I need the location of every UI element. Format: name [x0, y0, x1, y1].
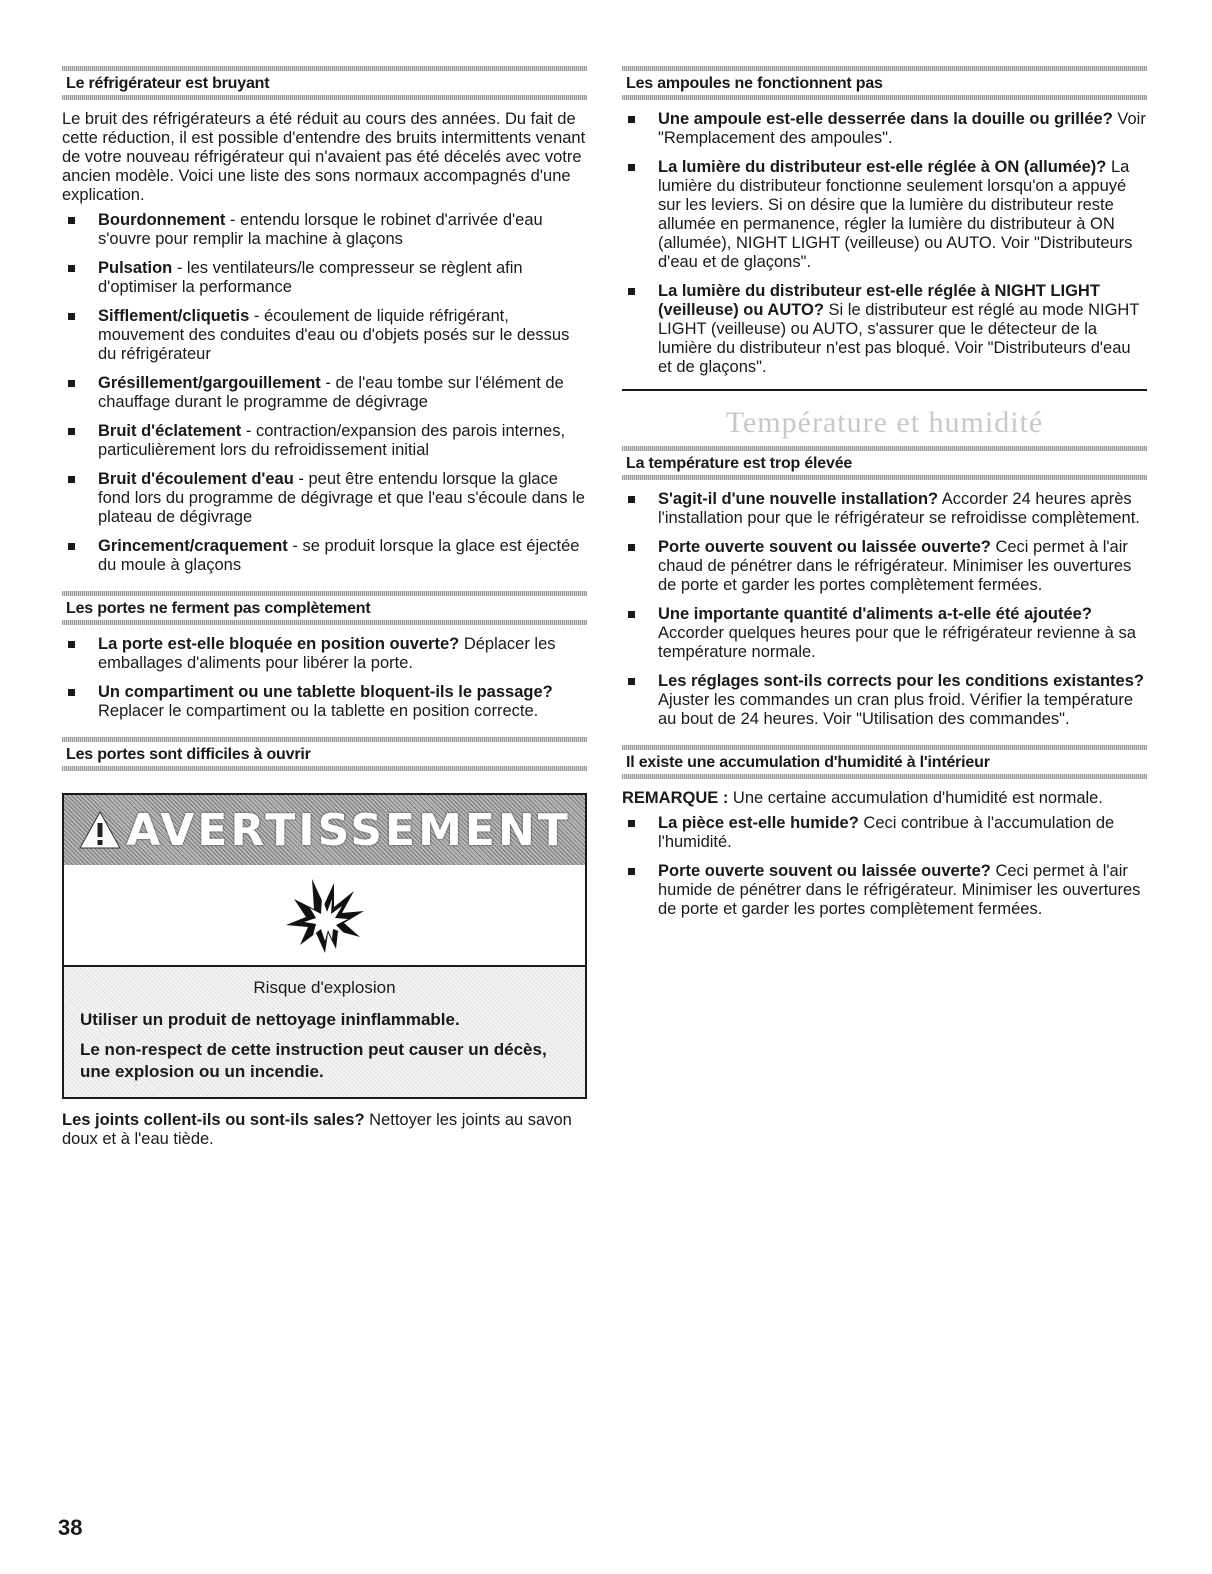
section-heading-humidity: Il existe une accumulation d'humidité à l'intérieur: [622, 745, 1147, 779]
list-item: Porte ouverte souvent ou laissée ouverte? Ceci permet à l'air chaud de pénétrer dans le réfrigérateur. Minimiser les ouvertures de porte et garder les portes complètement fermées.: [622, 538, 1147, 595]
list-item: Bruit d'écoulement d'eau - peut être entendu lorsque la glace fond lors du programme de dégivrage et que l'eau s'écoule dans le plateau de dégivrage: [62, 470, 587, 527]
divider: [622, 389, 1147, 391]
seals-paragraph: Les joints collent-ils ou sont-ils sales? Nettoyer les joints au savon doux et à l'eau tiède.: [62, 1111, 572, 1148]
noisy-intro: Le bruit des réfrigérateurs a été réduit au cours des années. Du fait de cette réduction, il est possible d'entendre des bruits intermittents venant de votre nouveau réfrigérateur qui n'avaient pas été décelés avec votre ancien modèle. Voici une liste des sons normaux accompagnés d'une explication.: [62, 110, 586, 204]
list-item: Bourdonnement - entendu lorsque le robinet d'arrivée d'eau s'ouvre pour remplir la machine à glaçons: [62, 211, 587, 249]
list-item: Une importante quantité d'aliments a-t-elle été ajoutée? Accorder quelques heures pour que le réfrigérateur revienne à sa température normale.: [622, 605, 1147, 662]
list-item: Les réglages sont-ils corrects pour les conditions existantes? Ajuster les commandes un cran plus froid. Vérifier la température au bout de 24 heures. Voir "Utilisation des commandes".: [622, 672, 1147, 729]
section-heading-doors-open: Les portes sont difficiles à ouvrir: [62, 737, 587, 771]
explosion-icon: [64, 865, 585, 965]
list-item: Bruit d'éclatement - contraction/expansion des parois internes, particulièrement lors du refroidissement initial: [62, 422, 587, 460]
warning-triangle-icon: [78, 810, 122, 850]
list-item: Sifflement/cliquetis - écoulement de liquide réfrigérant, mouvement des conduites d'eau ou d'objets posés sur le dessus du réfrigérateur: [62, 307, 587, 364]
list-item: La pièce est-elle humide? Ceci contribue à l'accumulation de l'humidité.: [622, 814, 1147, 852]
page-number: 38: [58, 1515, 83, 1540]
warning-box: [62, 793, 587, 1099]
humidity-note: REMARQUE : Une certaine accumulation d'humidité est normale.: [622, 789, 1103, 807]
section-heading-doors-close: Les portes ne ferment pas complètement: [62, 591, 587, 625]
list-item: La lumière du distributeur est-elle réglée à ON (allumée)? La lumière du distributeur fonctionne seulement lorsqu'on a appuyé sur les leviers. Si on désire que la lumière du distributeur reste allumée en permanence, régler la lumière du distributeur à ON (allumée), NIGHT LIGHT (veilleuse) ou AUTO. Voir "Distributeurs d'eau et de glaçons".: [622, 158, 1147, 272]
section-heading-noisy: Le réfrigérateur est bruyant: [62, 66, 587, 100]
list-item: Porte ouverte souvent ou laissée ouverte? Ceci permet à l'air humide de pénétrer dans le réfrigérateur. Minimiser les ouvertures de porte et garder les portes complètement fermées.: [622, 862, 1147, 919]
list-item: Une ampoule est-elle desserrée dans la douille ou grillée? Voir "Remplacement des ampoules".: [622, 110, 1147, 148]
section-heading-bulbs: Les ampoules ne fonctionnent pas: [622, 66, 1147, 100]
warning-line-1: Utiliser un produit de nettoyage ininflammable.: [80, 1010, 460, 1029]
list-item: La porte est-elle bloquée en position ouverte? Déplacer les emballages d'aliments pour libérer la porte.: [62, 635, 587, 673]
warning-line-2: Le non-respect de cette instruction peut causer un décès, une explosion ou un incendie.: [80, 1040, 547, 1081]
list-item: S'agit-il d'une nouvelle installation? Accorder 24 heures après l'installation pour que le réfrigérateur se refroidisse complètement.: [622, 490, 1147, 528]
warning-risk: Risque d'explosion: [253, 978, 396, 997]
warning-title: AVERTISSEMENT: [126, 804, 571, 856]
right-column: [622, 66, 1147, 929]
list-item: Grésillement/gargouillement - de l'eau tombe sur l'élément de chauffage durant le programme de dégivrage: [62, 374, 587, 412]
list-item: Pulsation - les ventilateurs/le compresseur se règlent afin d'optimiser la performance: [62, 259, 587, 297]
list-item: Un compartiment ou une tablette bloquent-ils le passage? Replacer le compartiment ou la tablette en position correcte.: [62, 683, 587, 721]
warning-title-bar: [64, 795, 585, 865]
left-column: [62, 66, 587, 1155]
section-heading-temp: La température est trop élevée: [622, 446, 1147, 480]
warning-text: [64, 965, 585, 1097]
section-title: Température et humidité: [725, 406, 1044, 439]
list-item: La lumière du distributeur est-elle réglée à NIGHT LIGHT (veilleuse) ou AUTO? Si le distributeur est réglé au mode NIGHT LIGHT (veilleuse) ou AUTO, s'assurer que le détecteur de la lumière du distributeur n'est pas bloqué. Voir "Distributeurs d'eau et de glaçons".: [622, 282, 1147, 377]
list-item: Grincement/craquement - se produit lorsque la glace est éjectée du moule à glaçons: [62, 537, 587, 575]
